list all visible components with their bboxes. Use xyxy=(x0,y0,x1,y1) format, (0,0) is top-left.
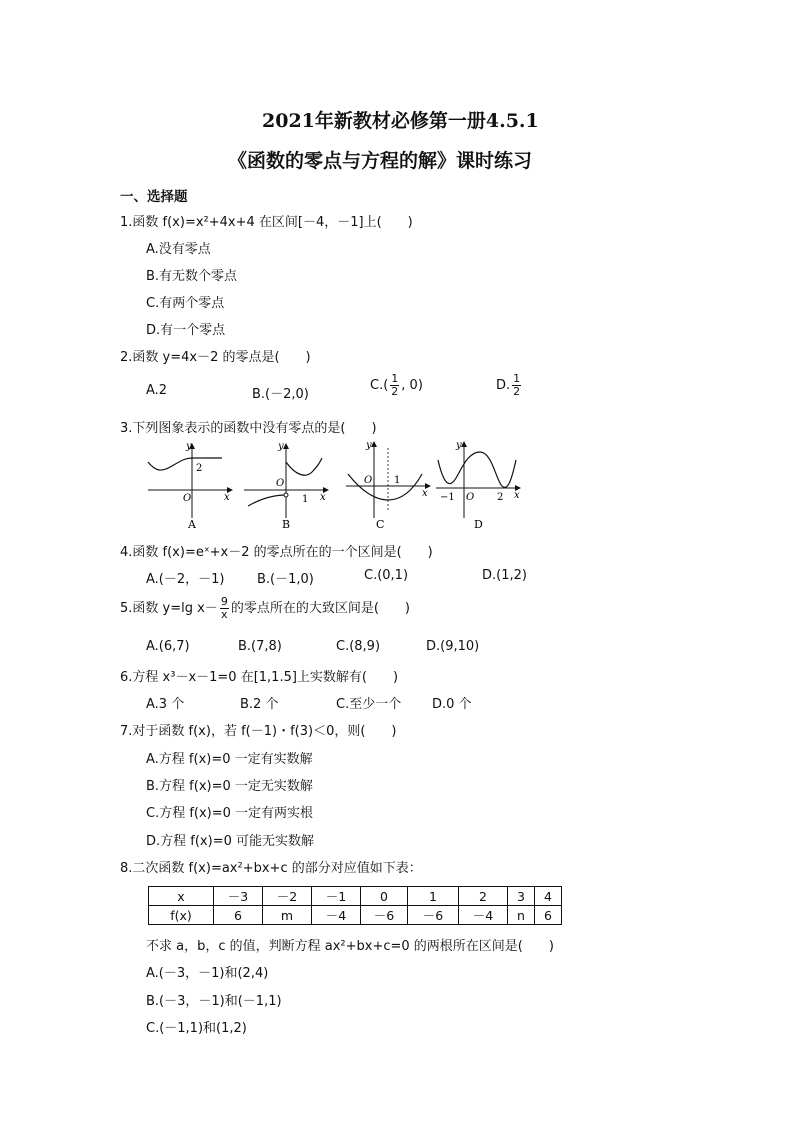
q8-option-b: B.(－3，－1)和(－1,1) xyxy=(146,994,282,1009)
page-title-line2: 《函数的零点与方程的解》课时练习 xyxy=(228,150,533,172)
q2-option-c-fraction xyxy=(390,373,399,398)
table-cell: f(x) xyxy=(149,906,214,925)
graph-c xyxy=(346,440,430,531)
graph-d-mark-neg1: −1 xyxy=(440,492,455,503)
question-2-stem: 2.函数 y=4x－2 的零点是( ) xyxy=(120,350,311,365)
q5-option-d: D.(9,10) xyxy=(426,639,480,654)
q5-stem-prefix: 5.函数 y=lg x－ xyxy=(120,601,218,616)
table-cell: －1 xyxy=(312,887,361,906)
q5-option-b: B.(7,8) xyxy=(238,639,282,654)
table-cell: 6 xyxy=(214,906,263,925)
q1-option-a: A.没有零点 xyxy=(146,242,211,257)
table-cell: －6 xyxy=(408,906,459,925)
graph-d-origin: O xyxy=(466,492,475,503)
graph-a-y-label: y xyxy=(186,441,192,452)
graph-c-y-label: y xyxy=(366,440,372,451)
q2-option-d xyxy=(496,373,523,398)
graph-b-x-label: x xyxy=(320,492,326,503)
q8-followup: 不求 a，b，c 的值，判断方程 ax²+bx+c=0 的两根所在区间是( ) xyxy=(146,939,554,954)
q1-option-d: D.有一个零点 xyxy=(146,323,226,338)
fraction-numerator: 9 xyxy=(220,595,228,608)
graph-c-mark: 1 xyxy=(394,475,401,486)
q7-option-b: B.方程 f(x)=0 一定无实数解 xyxy=(146,779,313,794)
graph-c-label: C xyxy=(376,518,385,531)
q2-option-c xyxy=(370,373,423,398)
table-cell: 6 xyxy=(535,906,562,925)
q1-option-c: C.有两个零点 xyxy=(146,296,225,311)
q2-option-d-fraction xyxy=(512,373,521,398)
table-cell: 2 xyxy=(459,887,508,906)
graph-d xyxy=(436,440,520,531)
table-cell: 3 xyxy=(508,887,535,906)
table-cell: m xyxy=(263,906,312,925)
q7-option-c: C.方程 f(x)=0 一定有两实根 xyxy=(146,806,314,821)
graph-a-mark: 2 xyxy=(196,463,203,474)
graph-a-origin: O xyxy=(183,493,192,504)
q8-option-c: C.(－1,1)和(1,2) xyxy=(146,1021,247,1036)
graph-d-y-label: y xyxy=(456,440,462,451)
table-row xyxy=(149,887,562,906)
fraction-numerator: 1 xyxy=(391,372,399,385)
question-8-stem: 8.二次函数 f(x)=ax²+bx+c 的部分对应值如下表： xyxy=(120,861,422,876)
q7-option-d: D.方程 f(x)=0 可能无实数解 xyxy=(146,834,314,849)
graph-b-origin: O xyxy=(276,478,285,489)
table-cell: －2 xyxy=(263,887,312,906)
question-7-stem: 7.对于函数 f(x)，若 f(－1)・f(3)＜0，则( ) xyxy=(120,724,397,739)
graph-b-mark: 1 xyxy=(302,494,309,505)
table-cell: x xyxy=(149,887,214,906)
table-cell: n xyxy=(508,906,535,925)
graph-d-label: D xyxy=(474,518,483,531)
q4-option-c: C.(0,1) xyxy=(364,568,409,583)
q6-option-d: D.0 个 xyxy=(432,697,472,712)
graph-a xyxy=(148,441,232,531)
graph-b xyxy=(244,441,328,531)
q2-option-b: B.(－2,0) xyxy=(252,387,309,402)
q5-option-c: C.(8,9) xyxy=(336,639,381,654)
graph-b-y-label: y xyxy=(278,441,284,452)
table-cell: －6 xyxy=(361,906,408,925)
graph-d-x-label: x xyxy=(514,490,520,501)
table-cell: －3 xyxy=(214,887,263,906)
fraction-denominator: 2 xyxy=(513,385,521,398)
q5-fraction xyxy=(220,596,229,621)
q2-option-d-prefix: D. xyxy=(496,378,511,393)
q5-stem-suffix: 的零点所在的大致区间是( ) xyxy=(230,601,410,616)
question-1-stem: 1.函数 f(x)=x²+4x+4 在区间[－4，－1]上( ) xyxy=(120,215,413,230)
q6-option-a: A.3 个 xyxy=(146,697,185,712)
table-cell: 1 xyxy=(408,887,459,906)
q2-option-c-suffix: , 0) xyxy=(401,378,423,393)
question-6-stem: 6.方程 x³－x－1=0 在[1,1.5]上实数解有( ) xyxy=(120,670,399,685)
q2-option-a: A.2 xyxy=(146,383,168,398)
q3-graphs-figure xyxy=(140,438,530,534)
graph-b-label: B xyxy=(282,518,291,531)
q7-option-a: A.方程 f(x)=0 一定有实数解 xyxy=(146,752,313,767)
graph-a-x-label: x xyxy=(224,492,230,503)
fraction-denominator: x xyxy=(221,608,228,621)
section-heading: 一、选择题 xyxy=(120,189,188,205)
q4-option-b: B.(－1,0) xyxy=(257,572,314,587)
fraction-numerator: 1 xyxy=(513,372,521,385)
table-cell: －4 xyxy=(459,906,508,925)
fraction-denominator: 2 xyxy=(391,385,399,398)
q6-option-c: C.至少一个 xyxy=(336,697,402,712)
graph-c-origin: O xyxy=(364,475,373,486)
question-3-stem: 3.下列图象表示的函数中没有零点的是( ) xyxy=(120,421,377,436)
table-row xyxy=(149,906,562,925)
table-cell: 4 xyxy=(535,887,562,906)
q8-option-a: A.(－3，－1)和(2,4) xyxy=(146,966,269,981)
q2-option-c-prefix: C.( xyxy=(370,378,389,393)
q5-option-a: A.(6,7) xyxy=(146,639,190,654)
graph-d-mark-2: 2 xyxy=(497,492,504,503)
q1-option-b: B.有无数个零点 xyxy=(146,269,238,284)
question-5-stem xyxy=(120,596,410,621)
graph-a-label: A xyxy=(188,518,196,531)
value-table xyxy=(148,886,562,925)
table-cell: 0 xyxy=(361,887,408,906)
page-title-line1: 2021年新教材必修第一册4.5.1 xyxy=(262,110,539,132)
q4-option-d: D.(1,2) xyxy=(482,568,527,583)
q4-option-a: A.(－2，－1) xyxy=(146,572,225,587)
table-cell: －4 xyxy=(312,906,361,925)
graph-c-x-label: x xyxy=(422,488,428,499)
q6-option-b: B.2 个 xyxy=(240,697,279,712)
question-4-stem: 4.函数 f(x)=eˣ+x－2 的零点所在的一个区间是( ) xyxy=(120,545,433,560)
